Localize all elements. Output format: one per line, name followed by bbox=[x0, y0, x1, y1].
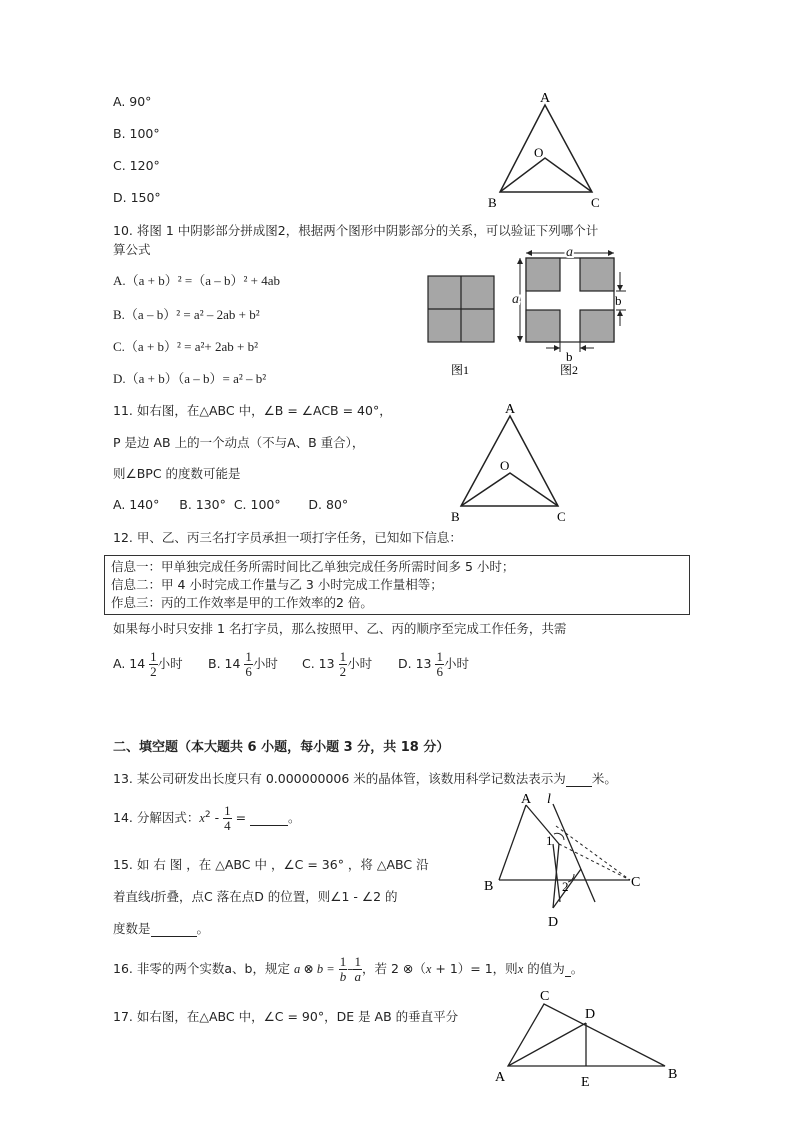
q15-line2-l: l bbox=[150, 890, 154, 904]
q12-option-d-num: 1 bbox=[436, 649, 443, 664]
q11-label-b: B bbox=[451, 509, 460, 524]
q15-line3-end: 。 bbox=[196, 921, 210, 936]
q10-fig2-caption: 图2 bbox=[560, 363, 579, 377]
q11-label-a: A bbox=[505, 402, 516, 417]
q11-options: A. 140° B. 130° C. 100° D. 80° bbox=[113, 497, 349, 512]
q10-arrowhead bbox=[617, 310, 623, 316]
q16-den1: b bbox=[339, 969, 347, 984]
q9-option-d: D. 150° bbox=[113, 190, 161, 205]
q10-arrowhead bbox=[517, 258, 523, 264]
q12-option-c-den: 2 bbox=[339, 664, 347, 679]
q10-option-d: D.（a + b）（a – b）= a² – b² bbox=[113, 371, 267, 386]
q12-option-d-unit: 小时 bbox=[443, 656, 469, 671]
q9-triangle-figure bbox=[480, 88, 620, 213]
q15-line3-text: 度数是 bbox=[113, 921, 151, 936]
q11-triangle-abc bbox=[461, 416, 558, 506]
q13-answer-blank[interactable] bbox=[566, 771, 592, 787]
q15-label-2: 2 bbox=[562, 879, 569, 894]
q11-line2: P 是边 AB 上的一个动点（不与A、B 重合）， bbox=[113, 435, 365, 450]
q12-info3: 作息三：丙的工作效率是甲的工作效率的2 倍。 bbox=[111, 595, 373, 610]
q14-num: 1 bbox=[224, 803, 231, 818]
q13-text-after: 米。 bbox=[591, 771, 617, 786]
q11-line1: 11. 如右图，在△ABC 中，∠B = ∠ACB = 40°， bbox=[113, 403, 392, 418]
q11-triangle-figure bbox=[445, 400, 585, 525]
q10-arrowhead bbox=[580, 345, 586, 351]
q14-text bbox=[113, 804, 301, 833]
q14-answer-blank[interactable] bbox=[250, 810, 288, 826]
q15-fold-figure bbox=[480, 790, 655, 940]
q10-arrowhead bbox=[526, 250, 532, 256]
q15-side-ab bbox=[499, 805, 526, 880]
q12-option-d-prefix: D. 13 bbox=[398, 656, 432, 671]
q15-line1: 15. 如 右 图 ，在 △ABC 中 ，∠C = 36° ，将 △ABC 沿 bbox=[113, 857, 429, 872]
q16-x2: x bbox=[517, 962, 524, 976]
q15-label-d: D bbox=[548, 915, 559, 930]
q15-fold-line-l bbox=[553, 804, 595, 902]
q17-label-e: E bbox=[581, 1075, 590, 1090]
q12-option-a-prefix: A. 14 bbox=[113, 656, 146, 671]
q16-text bbox=[113, 955, 583, 984]
q12-option-c-prefix: C. 13 bbox=[302, 656, 335, 671]
q10-figures bbox=[420, 244, 635, 379]
q12-stem: 12. 甲、乙、丙三名打字员承担一项打字任务，已知如下信息： bbox=[113, 530, 462, 545]
q17-label-a: A bbox=[495, 1070, 506, 1085]
q15-label-l: l bbox=[547, 792, 551, 807]
q10-arrowhead bbox=[617, 285, 623, 291]
q9-label-a: A bbox=[540, 91, 551, 106]
q9-option-c: C. 120° bbox=[113, 158, 160, 173]
q15-label-1: 1 bbox=[546, 833, 553, 848]
q10-arrowhead bbox=[554, 345, 560, 351]
q12-option-a-num: 1 bbox=[150, 649, 157, 664]
q16-minus: – bbox=[347, 961, 354, 976]
q16-expr: a ⊗ b = bbox=[293, 962, 335, 976]
q11-label-c: C bbox=[557, 509, 566, 524]
q10-fig2-square-bl bbox=[526, 310, 560, 342]
q9-label-c: C bbox=[591, 195, 600, 210]
q15-line2-b: 折叠，点C 落在点D 的位置，则∠1 - ∠2 的 bbox=[154, 889, 398, 904]
q17-label-c: C bbox=[540, 989, 550, 1004]
q15-side-a-fold bbox=[526, 805, 559, 844]
q16-num1: 1 bbox=[339, 954, 347, 969]
q12-option-d bbox=[398, 650, 469, 679]
q10-arrowhead bbox=[517, 336, 523, 342]
q14-eq: = bbox=[231, 810, 251, 825]
q16-mid: ，若 2 ⊗（ bbox=[361, 961, 426, 976]
q9-label-o: O bbox=[534, 145, 544, 160]
q15-line2 bbox=[113, 887, 398, 905]
q10-option-b: B.（a – b）² = a² – 2ab + b² bbox=[113, 307, 260, 322]
q15-dashed-line bbox=[556, 826, 630, 880]
q12-info-box bbox=[104, 555, 690, 615]
q14-den: 4 bbox=[224, 818, 231, 833]
q10-fig2-square-br bbox=[580, 310, 614, 342]
q15-line3 bbox=[113, 919, 209, 937]
q16-end2: 。 bbox=[570, 961, 584, 976]
q15-label-b: B bbox=[484, 879, 494, 894]
q10-stem-line2: 算公式 bbox=[113, 242, 151, 257]
q12-option-b-prefix: B. 14 bbox=[208, 656, 241, 671]
q16-prefix: 16. 非零的两个实数a、b，规定 bbox=[113, 961, 290, 976]
q12-question: 如果每小时只安排 1 名打字员，那么按照甲、乙、丙的顺序至完成工作任务，共需 bbox=[113, 621, 567, 636]
q17-triangle-figure bbox=[490, 985, 685, 1090]
q10-stem-line1: 10. 将图 1 中阴影部分拼成图2，根据两个图形中阴影部分的关系，可以验证下列哪个计 bbox=[113, 223, 599, 238]
section2-heading: 二、填空题（本大题共 6 小题，每小题 3 分，共 18 分） bbox=[113, 740, 450, 755]
q9-option-b: B. 100° bbox=[113, 126, 160, 141]
q12-option-b-unit: 小时 bbox=[252, 656, 278, 671]
q11-label-o: O bbox=[500, 458, 510, 473]
q10-label-b-right: b bbox=[615, 293, 622, 308]
q12-option-c bbox=[302, 650, 372, 679]
q15-dashed-line bbox=[559, 844, 630, 880]
q12-option-b-den: 6 bbox=[245, 664, 252, 679]
q12-option-a bbox=[113, 650, 183, 679]
q10-label-a-left: a bbox=[512, 292, 519, 307]
q14-var: x bbox=[199, 811, 205, 825]
q9-label-b: B bbox=[488, 195, 497, 210]
q16-end: 的值为 bbox=[523, 961, 565, 976]
q14-minus: - bbox=[210, 810, 224, 825]
q10-label-a-top: a bbox=[566, 245, 573, 260]
q13-text-before: 13. 某公司研发出长度只有 0.000000006 米的晶体管，该数用科学记数法表示为 bbox=[113, 771, 566, 786]
q10-option-c: C.（a + b）² = a²+ 2ab + b² bbox=[113, 339, 258, 354]
q10-label-b-bottom: b bbox=[566, 349, 573, 364]
q12-info1: 信息一：甲单独完成任务所需时间比乙单独完成任务所需时间多 5 小时； bbox=[111, 559, 515, 574]
q11-line3: 则∠BPC 的度数可能是 bbox=[113, 466, 241, 481]
q17-label-d: D bbox=[585, 1007, 596, 1022]
q15-label-c: C bbox=[631, 875, 641, 890]
q16-num2: 1 bbox=[354, 954, 361, 969]
q10-fig2-square-tr bbox=[580, 258, 614, 291]
q15-line2-a: 着直线 bbox=[113, 889, 151, 904]
q12-option-a-den: 2 bbox=[150, 664, 157, 679]
q9-lines-bo-oc bbox=[500, 158, 592, 192]
q10-fig2-square-tl bbox=[526, 258, 560, 291]
q9-option-a: A. 90° bbox=[113, 94, 152, 109]
q10-arrowhead bbox=[608, 250, 614, 256]
q17-line1: 17. 如右图，在△ABC 中，∠C = 90°，DE 是 AB 的垂直平分 bbox=[113, 1009, 459, 1024]
q9-triangle-abc bbox=[500, 105, 592, 192]
q15-label-a: A bbox=[521, 792, 532, 807]
q12-option-d-den: 6 bbox=[436, 664, 443, 679]
q10-fig1-caption: 图1 bbox=[451, 363, 470, 377]
q14-prefix: 14. 分解因式： bbox=[113, 810, 200, 825]
q10-option-a: A.（a + b）² =（a – b）² + 4ab bbox=[113, 273, 280, 288]
q14-sup: 2 bbox=[204, 809, 211, 820]
q12-option-a-unit: 小时 bbox=[157, 656, 183, 671]
q12-option-c-unit: 小时 bbox=[347, 656, 373, 671]
q17-label-b: B bbox=[668, 1067, 678, 1082]
q12-option-b bbox=[208, 650, 278, 679]
q16-x: x bbox=[425, 962, 432, 976]
q12-info2: 信息二：甲 4 小时完成工作量与乙 3 小时完成工作量相等； bbox=[111, 577, 443, 592]
q16-mid2: + 1）= 1，则 bbox=[431, 961, 518, 976]
q12-option-b-num: 1 bbox=[245, 649, 252, 664]
q13-text bbox=[113, 769, 617, 787]
q17-line-ad bbox=[508, 1023, 586, 1066]
q15-answer-blank[interactable] bbox=[151, 921, 197, 937]
q14-end: 。 bbox=[288, 810, 301, 825]
q12-option-c-num: 1 bbox=[339, 649, 347, 664]
q16-den2: a bbox=[354, 969, 361, 984]
